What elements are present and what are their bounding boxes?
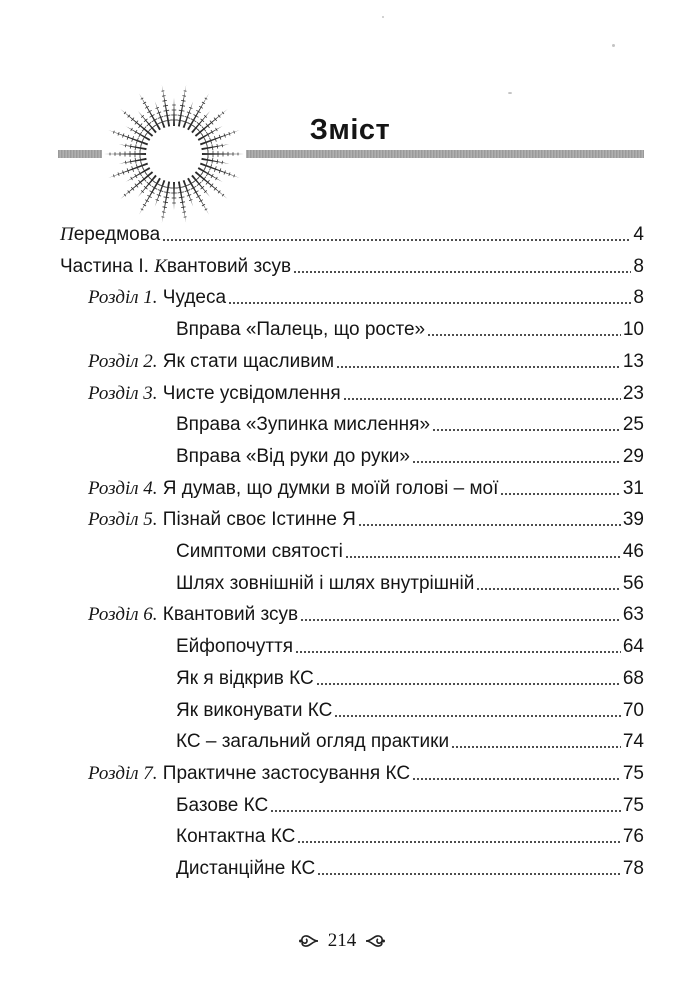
toc-entry-label [176, 571, 474, 597]
toc-entry-label [88, 285, 226, 311]
toc-entry [176, 444, 644, 470]
dot-leader [412, 777, 621, 781]
toc-entry [176, 571, 644, 597]
toc-entry [176, 666, 644, 692]
toc-entry-label [176, 729, 449, 755]
toc-page-number: 29 [622, 445, 644, 467]
toc-entry-label [176, 698, 332, 724]
toc-entry-title: Шлях зовнішній і шлях внутрішній [176, 572, 475, 594]
toc-entry-label [88, 761, 410, 787]
toc-chapter-prefix: Розділ 7. [88, 762, 158, 784]
toc-entry [60, 222, 644, 248]
toc-entry [88, 285, 644, 311]
toc-chapter-prefix: Розділ 5. [88, 509, 158, 531]
toc-entry [88, 507, 644, 533]
toc-page-number: 25 [622, 414, 644, 436]
dot-leader [162, 238, 631, 242]
toc-entry [176, 412, 644, 438]
toc-page-number: 75 [622, 794, 644, 816]
toc-entry [60, 254, 644, 280]
dot-leader [358, 523, 621, 527]
toc-entry [88, 349, 644, 375]
toc-entry-title: Практичне застосування КС [157, 762, 411, 784]
page-title: Зміст [309, 114, 391, 146]
toc-entry-label [176, 856, 315, 882]
toc-entry-label [176, 317, 425, 343]
dot-leader [343, 397, 621, 401]
toc-page-number: 4 [633, 224, 644, 245]
toc-page-number: 64 [622, 636, 644, 658]
toc-page-number: 23 [622, 382, 644, 404]
toc-page-number: 39 [622, 509, 644, 531]
toc-page-number: 13 [622, 350, 644, 372]
toc-entry [176, 634, 644, 660]
left-flourish-icon [298, 930, 320, 952]
dot-leader [334, 714, 621, 718]
toc-entry-title: Як я відкрив КС [176, 667, 314, 689]
toc-page-number: 76 [622, 826, 644, 848]
dot-leader [293, 270, 631, 274]
toc-entry-title: Вправа «Зупинка мислення» [176, 414, 431, 436]
toc-part-prefix: Частина І. [60, 255, 155, 277]
toc-page-number: 31 [622, 477, 644, 499]
toc-page-number: 74 [622, 731, 644, 753]
toc-page-number: 68 [622, 667, 644, 689]
toc-entry-title: ередмова [73, 224, 161, 245]
toc-entry-title: Квантовий зсув [157, 604, 299, 626]
toc-entry-label [60, 254, 291, 280]
toc-chapter-prefix: Розділ 1. [88, 287, 158, 309]
toc-entry-label [88, 349, 334, 375]
toc-entry-label [176, 444, 410, 470]
toc-entry-title: Контактна КС [176, 826, 296, 848]
dot-leader [412, 460, 621, 464]
toc-entry-label [176, 634, 293, 660]
toc-entry-label [176, 539, 343, 565]
toc-entry-title: Як виконувати КС [176, 699, 333, 721]
dot-leader [300, 618, 621, 622]
toc-entry-label [88, 381, 341, 407]
toc-entry-title: Дистанційне КС [176, 858, 316, 879]
toc-entry-title: Я думав, що думки в моїй голові – мої [157, 477, 499, 499]
toc-chapter-prefix: Розділ 2. [88, 350, 158, 372]
toc-page-number: 10 [622, 319, 644, 341]
toc-entry-title: Вправа «Від руки до руки» [176, 445, 410, 467]
toc-entry [88, 381, 644, 407]
toc-entry-label [88, 602, 298, 628]
toc-entry [176, 698, 644, 724]
right-flourish-icon [364, 930, 386, 952]
dot-leader [297, 840, 621, 844]
page-number: 214 [327, 930, 357, 951]
toc-entry [88, 602, 644, 628]
dot-leader [317, 872, 621, 876]
dot-leader [336, 365, 621, 369]
toc-entry-title: вантовий зсув [166, 255, 292, 277]
toc-entry-label [176, 412, 430, 438]
toc-page-number: 46 [622, 541, 644, 562]
toc-entry-title: Чисте усвідомлення [157, 382, 341, 404]
toc-entry-label [60, 222, 160, 248]
toc-entry [176, 317, 644, 343]
toc-chapter-prefix: Розділ 6. [88, 604, 158, 626]
scan-speck [382, 16, 384, 18]
toc-entry-label [176, 793, 268, 819]
toc-entry [176, 856, 644, 882]
dot-leader [427, 333, 621, 337]
dot-leader [228, 301, 631, 305]
toc-chapter-prefix: Розділ 4. [88, 477, 158, 499]
dot-leader [295, 650, 621, 654]
dot-leader [345, 555, 621, 559]
toc-entry-label [88, 476, 498, 502]
dot-leader [316, 682, 621, 686]
scan-speck [508, 92, 512, 94]
toc-entry [176, 539, 644, 565]
dot-leader [451, 745, 621, 749]
toc-page-number: 70 [622, 699, 644, 721]
toc-entry-title: Чудеса [157, 287, 227, 309]
toc-entry-title: Базове КС [176, 794, 269, 816]
toc-page-number: 75 [622, 762, 644, 784]
toc-chapter-prefix: П [60, 224, 74, 245]
toc-entry-title: Пізнай своє Істинне Я [157, 509, 356, 531]
dot-leader [270, 809, 621, 813]
toc-page-number: 63 [622, 604, 644, 626]
toc-entry [176, 824, 644, 850]
toc-entry-label [176, 824, 295, 850]
toc-page-number: 8 [633, 255, 644, 277]
toc-entry-label [88, 507, 356, 533]
toc-entry-title: Вправа «Палець, що росте» [176, 319, 426, 341]
toc-entry-title: Як стати щасливим [157, 350, 335, 372]
dot-leader [476, 587, 621, 591]
toc-page-number: 56 [622, 572, 644, 594]
sunburst-ornament-icon [102, 82, 246, 226]
toc-entry [176, 729, 644, 755]
toc-page-number: 8 [633, 287, 644, 309]
toc-entry-label [176, 666, 314, 692]
toc-entry [176, 793, 644, 819]
toc-page-number: 78 [622, 858, 644, 879]
scan-speck [612, 44, 615, 47]
toc-entry [88, 476, 644, 502]
toc-entry-title: Симптоми святості [176, 541, 343, 562]
toc-entry [88, 761, 644, 787]
toc-chapter-prefix: Розділ 3. [88, 382, 158, 404]
page-footer [0, 930, 684, 952]
dot-leader [432, 428, 621, 432]
toc-chapter-prefix: К [154, 255, 167, 277]
toc-entry-title: КС – загальний огляд практики [176, 731, 450, 753]
dot-leader [500, 492, 620, 496]
toc-entry-title: Ейфопочуття [176, 636, 294, 658]
